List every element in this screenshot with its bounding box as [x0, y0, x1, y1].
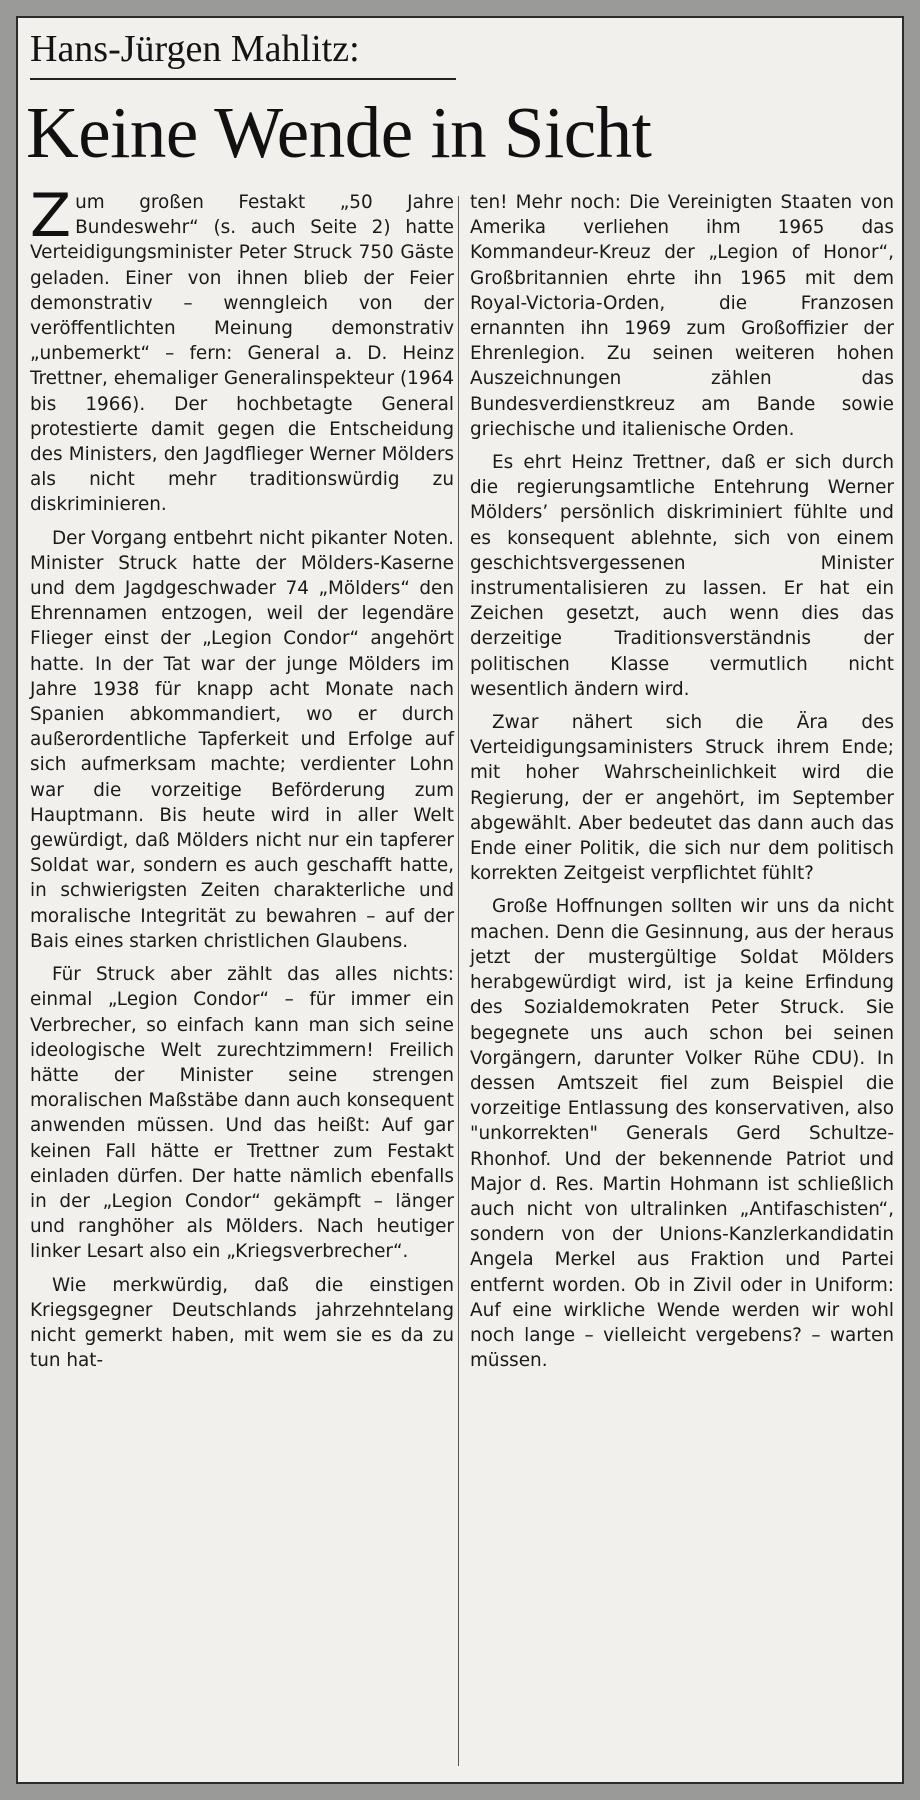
paragraph-4-continued: ten! Mehr noch: Die Vereinigten Staaten von Amerika verliehen ihm 1965 das Kommandeur-Kreuz der „Legion of Honor“, Großbritannien ehrte ihn 1965 mit dem Royal-Victoria-Orden, die Franzosen ernannten ihn 1969 zum Großoffizier der Ehrenlegion. Zu seinen weiteren hohen Auszeichnungen zählen das Bundesverdienstkreuz am Bande sowie griechische und italienische Orden.: [470, 192, 894, 440]
paragraph-2: Der Vorgang entbehrt nicht pikanter Noten. Minister Struck hatte der Mölders-Kaserne und dem Jagdgeschwader 74 „Mölders“ den Ehrennamen entzogen, weil der legendäre Flieger einst der „Legion Condor“ angehört hatte. In der Tat war der junge Mölders im Jahre 1938 für knapp acht Monate nach Spanien abkommandiert, wo er durch außerordentliche Tapferkeit und Erfolge auf sich aufmerksam machte; verdienter Lohn war die vorzeitige Beförderung zum Hauptmann. Bis heute wird in aller Welt gewürdigt, daß Mölders nicht nur ein tapferer Soldat war, sondern es auch geschafft hatte, in schwierigsten Zeiten charakterliche und moralische Integrität zu bewahren – auf der Bais eines starken christlichen Glaubens.: [30, 527, 454, 952]
article-column-right: [470, 190, 894, 1381]
article-headline: Keine Wende in Sicht: [26, 92, 652, 173]
column-divider: [458, 196, 459, 1766]
author-kicker: Hans-Jürgen Mahlitz:: [30, 28, 360, 70]
kicker-underline: [30, 78, 456, 80]
newspaper-clipping: [16, 16, 904, 1784]
paragraph-1: [30, 181, 454, 518]
drop-cap: Z: [30, 181, 72, 251]
paragraph-7: Große Hoffnungen sollten wir uns da nicht machen. Denn die Gesinnung, aus der heraus jetzt der mustergültige Soldat Mölders herabgewürdigt wird, ist ja keine Erfindung des Sozialdemokraten Peter Struck. Sie begegnete uns auch schon bei seinen Vorgängern, darunter Volker Rühe CDU). In dessen Amtszeit fiel zum Beispiel die vorzeitige Entlassung des konservativen, also "unkorrekten" Generals Gerd Schultze-Rhonhof. Und der bekennende Patriot und Major d. Res. Martin Hohmann ist schließlich auch nicht von ultralinken „Antifaschisten“, sondern von der Unions-Kanzlerkandidatin Angela Merkel aus Fraktion und Partei entfernt worden. Ob in Zivil oder in Uniform: Auf eine wirkliche Wende werden wir wohl noch lange – vielleicht vergebens? – warten müssen.: [470, 896, 894, 1372]
article-column-left: [30, 181, 454, 1381]
paragraph-1-text: um großen Festakt „50 Jahre Bundeswehr“ (s. auch Seite 2) hatte Verteidigungsminister Peter Struck 750 Gäste geladen. Einer von ihnen blieb der Feier demonstrativ – wenngleich von der veröffentlichten Meinung demonstrativ „unbemerkt“ – fern: General a. D. Heinz Trettner, ehemaliger Generalinspekteur (1964 bis 1966). Der hochbetagte General protestierte damit gegen die Entscheidung des Ministers, den Jagdflieger Werner Mölders als nicht mehr traditionswürdig zu diskriminieren.: [30, 192, 454, 516]
paragraph-6: Zwar nähert sich die Ära des Verteidigungsaministers Struck ihrem Ende; mit hoher Wahrscheinlichkeit wird die Regierung, der er angehört, im September abgewählt. Aber bedeutet das dann auch das Ende einer Politik, die sich nur dem politisch korrekten Zeitgeist verpflichtet fühlt?: [470, 712, 894, 885]
paragraph-5: Es ehrt Heinz Trettner, daß er sich durch die regierungsamtliche Entehrung Werner Mölders’ persönlich diskriminiert fühlte und es konsequent ablehnte, sich von einem geschichtsvergessenen Minister instrumentalisieren zu lassen. Er hat ein Zeichen gesetzt, auch wenn dies das derzeitige Traditionsverständnis der politischen Klasse vermutlich nicht wesentlich ändern wird.: [470, 452, 894, 700]
paragraph-4: Wie merkwürdig, daß die einstigen Kriegsgegner Deutschlands jahrzehntelang nicht gemerkt haben, mit wem sie es da zu tun hat-: [30, 1274, 454, 1372]
paragraph-3: Für Struck aber zählt das alles nichts: einmal „Legion Condor“ – für immer ein Verbrecher, so einfach kann man sich seine ideologische Welt zurechtzimmern! Freilich hätte der Minister seine strengen moralischen Maßstäbe dann auch konsequent anwenden müssen. Und das heißt: Auf gar keinen Fall hätte er Trettner zum Festakt einladen dürfen. Der hatte nämlich ebenfalls in der „Legion Condor“ gekämpft – länger und ranghöher als Mölders. Nach heutiger linker Lesart also ein „Kriegsverbrecher“.: [30, 964, 454, 1263]
